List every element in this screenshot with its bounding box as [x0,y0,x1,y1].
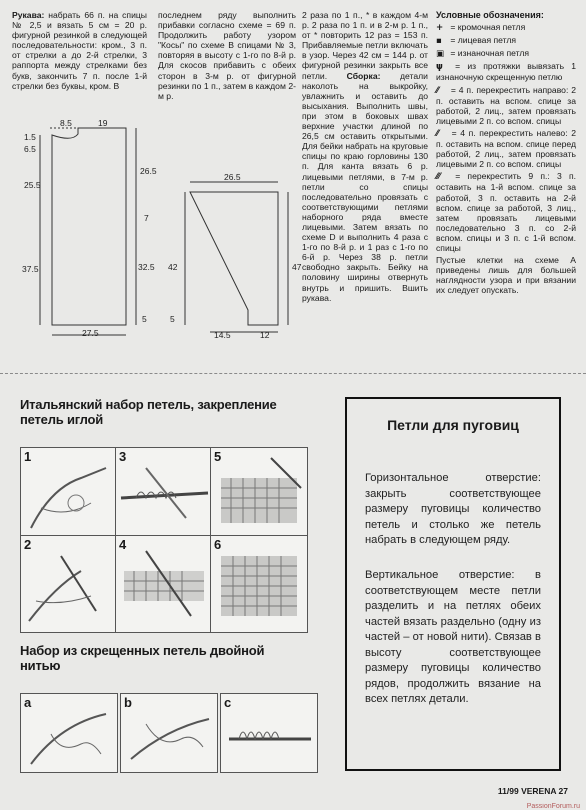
dim-side-top: 25.5 [24,180,41,190]
needle-stitches-illustration-icon [221,694,317,772]
hand-yarn-illustration-icon [121,694,217,772]
hand-needle-illustration-icon [21,448,117,544]
step-label: c [224,695,232,710]
sleeves-text: набрать 66 п. на спицы № 2,5 и вязать 5 см = 20 р. фигурной резинкой в следующей последовательности: кром., 3 п. от стрелки а до 2-й стрелки, 3 раппорта между стрелками без букв, закончить 7 п. после 1-й стрелки без буквы, кром. В [12,10,147,91]
dim-body: 32.5 [138,262,155,272]
watermark: PassionForum.ru [526,803,580,810]
dim-armhole: 26.5 [140,166,157,176]
dim-sleeve-top: 26.5 [224,172,241,182]
italian-step-1 [20,447,118,545]
crossed-step-a [20,693,118,773]
hand-yarn-illustration-icon [21,694,117,772]
crossed-purl-icon: ψ [436,62,443,73]
dim-sleeve-right: 47 [292,262,302,272]
step-label: b [124,695,132,710]
dim-sleeve-bottom-left: 14.5 [214,330,231,340]
needle-stitches-illustration-icon [116,448,212,544]
crossed-step-c [220,693,318,773]
legend-item [436,171,576,253]
dim-side-total: 37.5 [22,264,39,274]
needle-stitches-illustration-icon [116,536,212,632]
page-footer: 11/99 VERENA 27 [497,786,568,796]
assembly-text: детали наколоть на выкройку, увлажнить и оставить до высыхания. Выполнить швы, при этом в боковых швах верхние участки длиной по 26,5 см оставить открытыми. Для бейки набрать на круговые спицы по краю горловины 130 п. Для канта вязать 6 р. лицевыми петлями, в 7-м р. петли со спицы последовательно провязать с соответствующими петлями наборного ряда вместе лицевыми. Затем вязать по схеме D и выполнить 4 раза с 1-го по 8-й р. и 1 раз с 1-го по 6-й р. Через 38 р. петли свободно закрыть. Бейку на половину ширины отвернуть внутрь и пришить. Вшить рукава. [302,70,428,303]
step-label: a [24,695,32,710]
dim-hem: 5 [142,314,147,324]
step-number: 3 [119,449,127,464]
dim-mid: 7 [144,213,149,223]
body-piece-outline [52,128,126,325]
legend-item-text: = 4 п. перекрестить направо: 2 п. оставить на вспом. спице за работой, 2 лиц., затем провязать лицевыми 2 п. со вспом. спицы [436,84,576,126]
knitted-fabric-illustration-icon [211,536,307,632]
buttonholes-title: Петли для пуговиц [387,417,519,433]
legend-column [436,10,576,297]
legend-item-text: = из протяжки вывязать 1 изнаночную скрещенную петлю [436,61,577,83]
italian-step-3 [115,447,213,545]
dim-bottom: 27.5 [82,328,99,338]
legend-item [436,128,576,169]
assembly-heading: Сборка: [346,70,381,81]
vertical-hole-text: Вертикальное отверстие: в соответствующем месте петли разделить и на петлях обеих частей вязать раздельно (одну из частей – от новой нити). Связав в высоту соответствующее размеру пуговицы количество рядов, продолжить вязание на всех петлях детали. [365,569,541,705]
legend-item [436,22,576,33]
crossed-step-b [120,693,218,773]
italian-cast-on-title: Итальянский набор петель, закрепление петель иглой [20,397,277,427]
section-divider [0,373,586,374]
step-number: 6 [214,537,222,552]
legend-item [436,48,576,59]
italian-step-6 [210,535,308,633]
sleeves-continued-text: последнем ряду выполнить прибавки согласно схеме = 69 п. Продолжить работу узором "Косы" по схеме В спицами № 3, повторяя в высоту с 1-го по 8-й р. Для скосов прибавить с обеих сторон в 3-м р. от фигурной резинки по 1 п., затем в каждом 2-м р. [158,10,296,101]
hand-needle-illustration-icon [21,536,117,632]
knit-stitch-icon: ▪ [436,36,442,47]
dim-cuff: 5 [170,314,175,324]
purl-stitch-icon: ▣ [436,49,445,60]
horizontal-hole-text: Горизонтальное отверстие: закрыть соответствующее размеру пуговицы количество петель и столько же петель набрать в следующем ряду. [365,472,541,546]
cross-left-icon: ⁄⁄ [436,128,439,139]
sleeve-piece-outline [190,192,278,325]
crossed-cast-on-title: Набор из скрещенных петель двойной нитью [20,643,265,673]
text-column-3 [302,10,428,303]
legend-item [436,35,576,46]
selvage-stitch-icon: + [436,23,444,34]
knitted-fabric-illustration-icon [211,448,307,544]
increases-text: 2 раза по 1 п., * в каждом 4-м р. 2 раза по 1 п. и в 2-м р. 1 п., от * повторить 12 раз = 153 п. Прибавляемые петли включать в узор. Через 42 см = 144 р. от фигурной резинки закрыть все петли. [302,10,428,81]
step-number: 4 [119,537,127,552]
legend-note: Пустые клетки на схеме А приведены лишь для большей наглядности узора и при вязании их следует опускать. [436,255,576,296]
step-number: 5 [214,449,222,464]
dim-sleeve-bottom-right: 12 [260,330,270,340]
dim-neck: 19 [98,120,108,128]
dim-top-width: 8.5 [60,120,72,128]
cross-nine-icon: ⁄⁄⁄ [436,172,441,183]
cross-right-icon: ⁄⁄ [436,85,439,96]
italian-step-4 [115,535,213,633]
italian-step-5 [210,447,308,545]
legend-item-text: = перекрестить 9 п.: 3 п. оставить на 1-й вспом. спице за работой, 3 п. оставить на 2-й вспом. спице за работой, 3 лиц., затем провязать лицевыми последовательно 3 п. со 2-й вспом. спицы и 3 п. с 1-й вспом. спицы [436,171,576,253]
buttonholes-box [345,397,561,771]
sleeves-heading: Рукава: [12,10,45,20]
text-column-1 [12,10,147,91]
legend-item-text: = 4 п. перекрестить налево: 2 п. оставить на вспом. спице перед работой, 2 лиц., затем провязать лицевыми 2 п. со вспом. спицы [436,127,576,170]
step-number: 2 [24,537,32,552]
legend-item [436,61,576,82]
step-number: 1 [24,449,32,464]
pattern-schematic [10,120,310,340]
dim-neck-drop: 6.5 [24,144,36,154]
legend-item [436,85,576,126]
text-column-2 [158,10,296,101]
dim-sleeve-left: 42 [168,262,178,272]
italian-step-2 [20,535,118,633]
legend-item-text: = кромочная петля [450,22,526,33]
legend-item-text: = изнаночная петля [450,48,530,59]
legend-item-text: = лицевая петля [450,35,517,46]
legend-title: Условные обозначения: [436,10,544,20]
dim-shoulder: 1.5 [24,132,36,142]
